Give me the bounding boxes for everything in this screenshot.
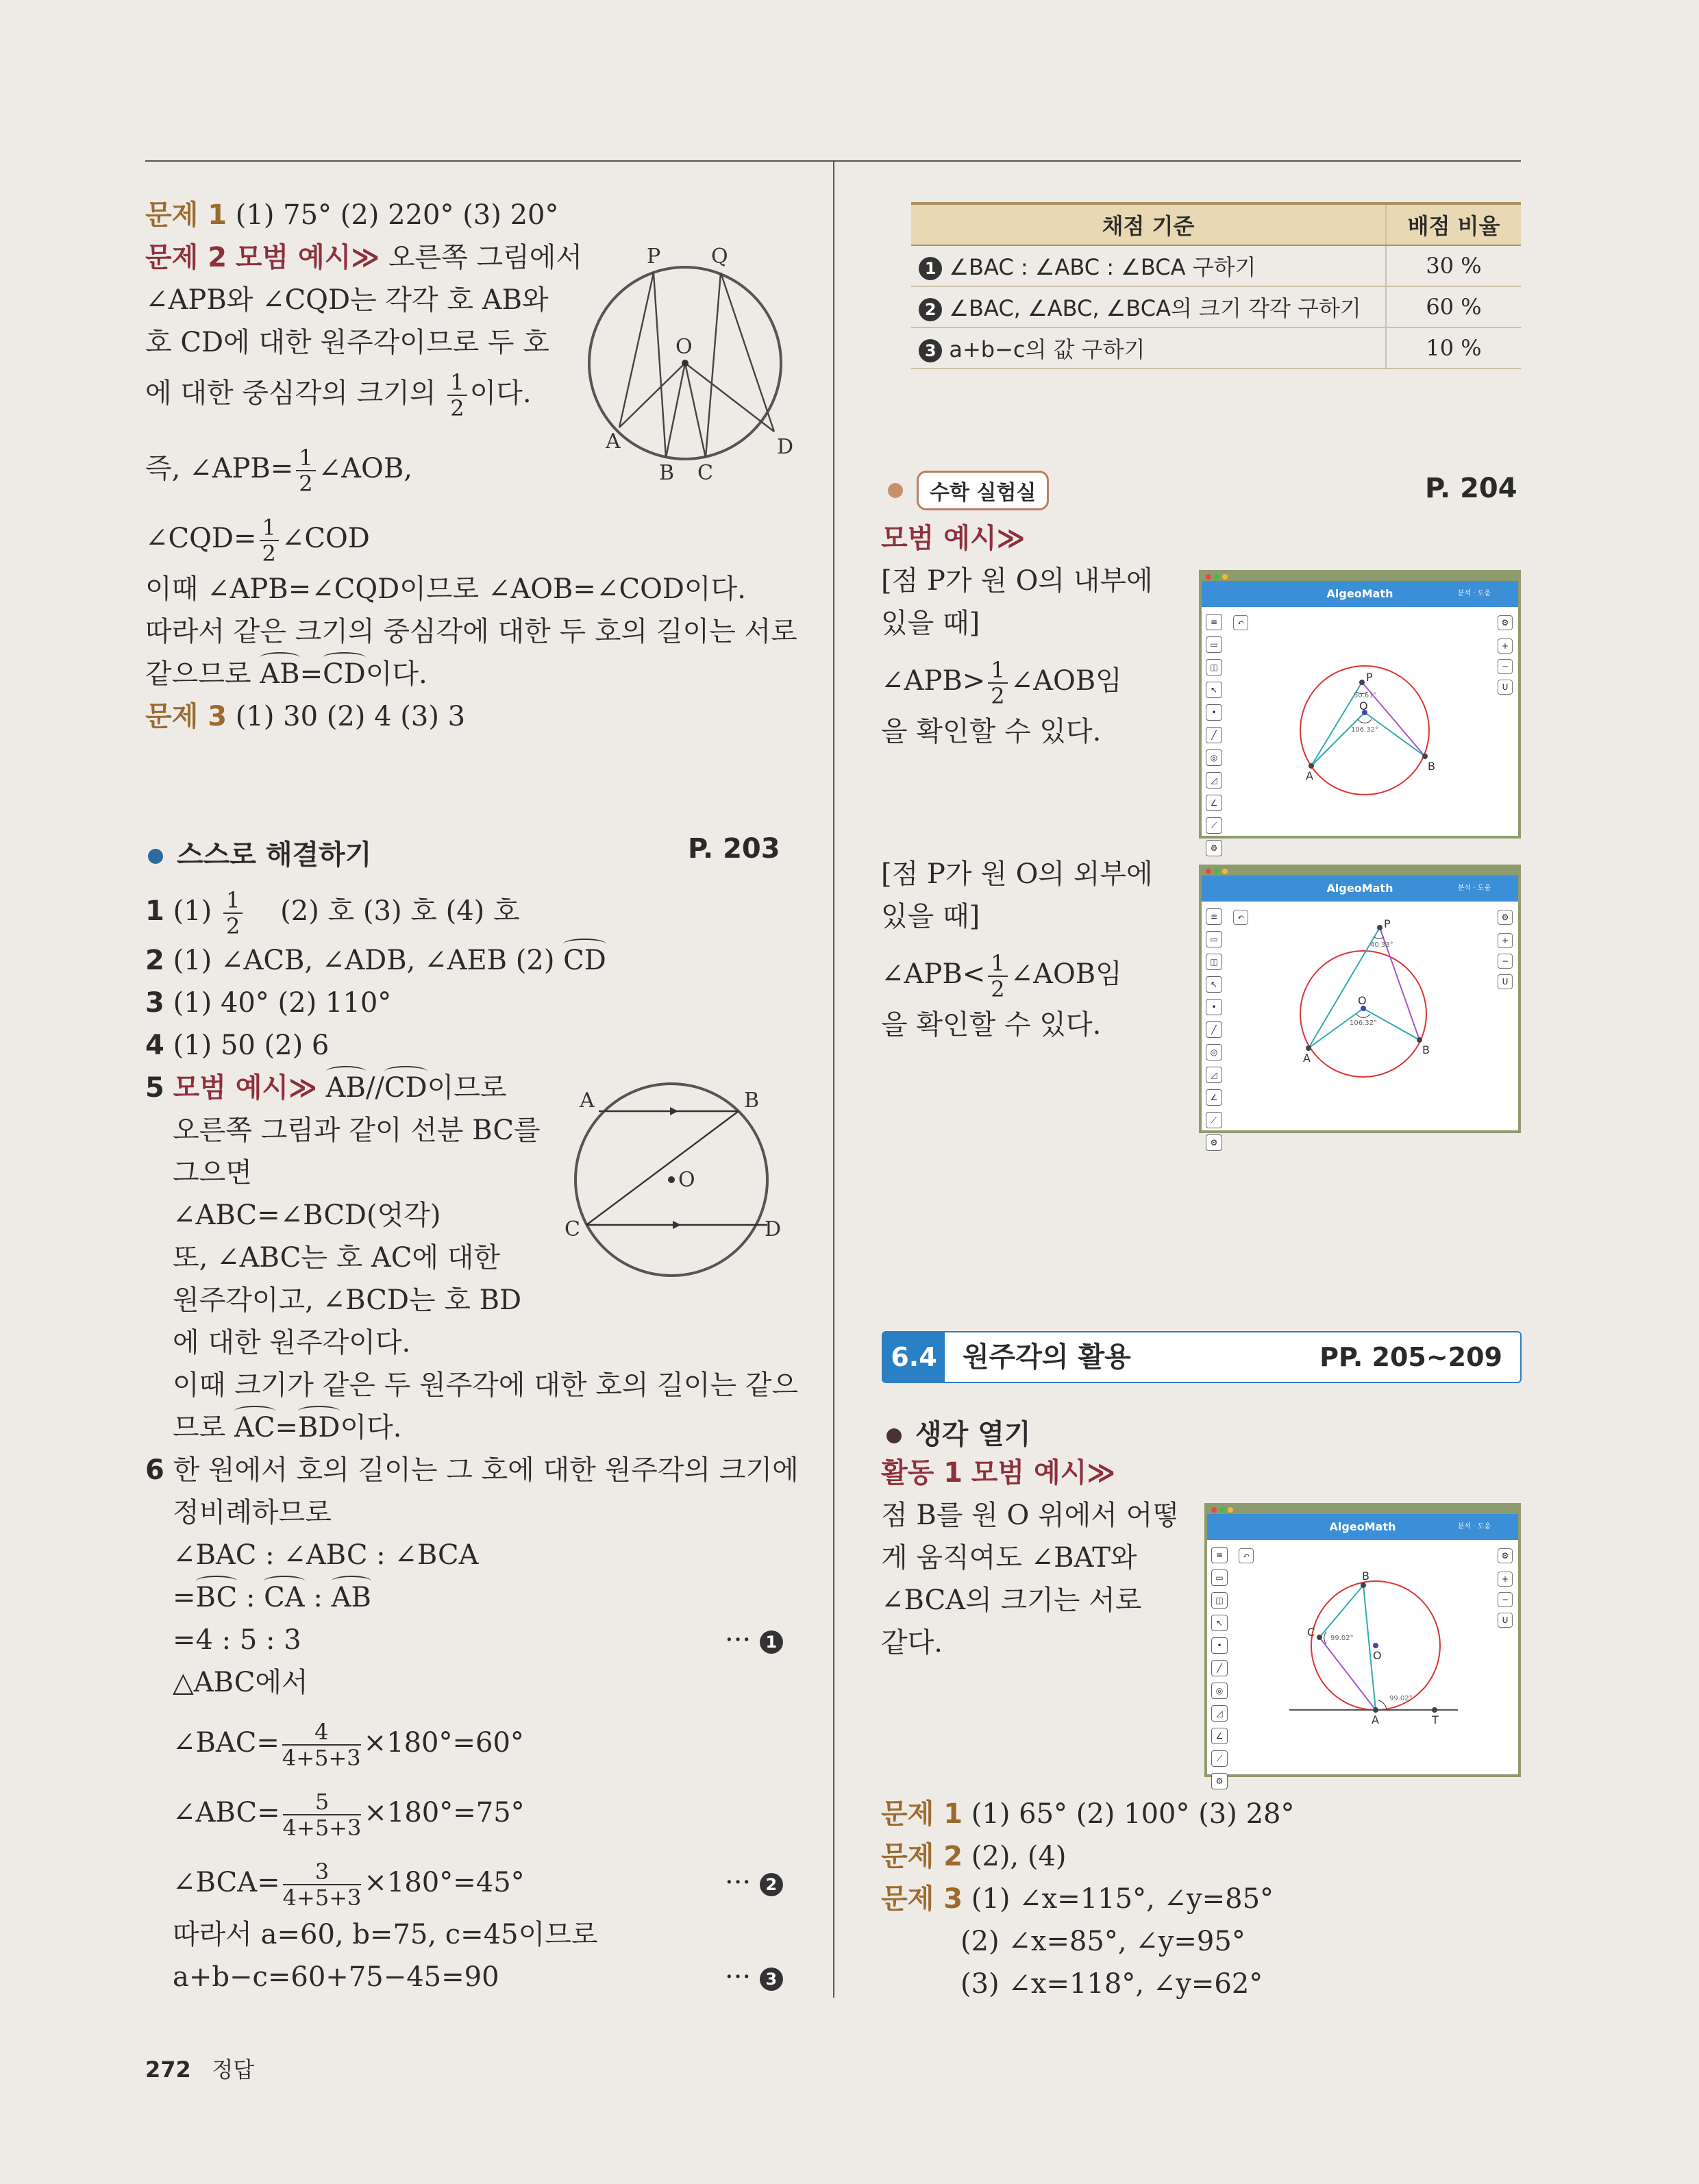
text-line: ∠BAC : ∠ABC : ∠BCA [173, 1539, 479, 1571]
tool-icon[interactable]: ◫ [1206, 954, 1222, 970]
fraction-half [223, 888, 243, 939]
arc-ac: AC [234, 1409, 275, 1447]
text-line: [점 P가 원 O의 내부에 [881, 565, 1153, 597]
text-line: 호 CD에 대한 원주각이므로 두 호 [145, 327, 549, 358]
text: 에 대한 중심각의 크기의 [145, 377, 436, 409]
arc-ab: AB [332, 1578, 371, 1617]
app-menu[interactable]: 분석 · 도움 [1457, 590, 1491, 597]
colon: : [304, 1582, 332, 1613]
text-line: 따라서 a=60, b=75, c=45이므로 [173, 1919, 598, 1950]
problem-3 [145, 697, 465, 736]
app-header [1202, 876, 1518, 902]
circle-icon[interactable]: ◎ [1206, 749, 1222, 766]
zoom-in-icon[interactable]: + [1498, 638, 1513, 654]
text-line: =4 : 5 : 3 [173, 1624, 301, 1656]
numerator: 1 [296, 445, 315, 471]
angle-readout-apb: 50.61° [1354, 692, 1377, 699]
side-controls [1498, 615, 1513, 700]
table-header-row [911, 203, 1521, 245]
section-pages: PP. 205~209 [1319, 1342, 1502, 1372]
undo-icon[interactable]: ↶ [1233, 910, 1248, 925]
label-o: O [1373, 1649, 1382, 1662]
label-c: C [1307, 1626, 1315, 1639]
window-bar [1202, 867, 1518, 876]
settings-icon[interactable]: ⚙ [1206, 1134, 1222, 1151]
arc-bd: BD [298, 1409, 340, 1447]
window-bar [1207, 1506, 1518, 1514]
window-bar [1202, 573, 1518, 581]
gear-icon[interactable]: ⚙ [1498, 910, 1513, 925]
header-criteria: 채점 기준 [911, 203, 1386, 245]
angle-readout-bat: 99.02° [1389, 1695, 1413, 1702]
text-line: 그으면 [173, 1157, 252, 1189]
point-icon[interactable]: • [1206, 704, 1222, 721]
text-line: [점 P가 원 O의 외부에 [881, 858, 1153, 890]
step-marker: 2 [919, 298, 942, 321]
equals: = [275, 1412, 299, 1443]
problem-2-line1 [145, 238, 582, 277]
text: (1) [173, 895, 212, 927]
problem-answers: (2), (4) [971, 1841, 1067, 1872]
pointer-icon[interactable]: ↖ [1206, 976, 1222, 993]
arc-bc: BC [196, 1578, 238, 1617]
text: 므로 [173, 1412, 226, 1443]
answer-3 [145, 984, 391, 1022]
marker-2 [725, 1863, 783, 1902]
text: ∠CQD= [145, 523, 257, 554]
problem-answers: (1) 65° (2) 100° (3) 28° [971, 1798, 1295, 1830]
text-line: (3) ∠x=118°, ∠y=62° [960, 1968, 1263, 2000]
marker-1 [725, 1621, 783, 1659]
denominator: 4+5+3 [282, 1885, 362, 1911]
measure-icon[interactable]: ⟋ [1211, 1750, 1228, 1767]
text: ×180°=75° [364, 1797, 525, 1828]
arc-cd: CD [563, 941, 606, 980]
equation-apb [145, 445, 412, 496]
text-line: 을 확인할 수 있다. [881, 716, 1102, 747]
text: (2) 호 (3) 호 (4) 호 [280, 895, 520, 927]
arc-ca: CA [264, 1578, 305, 1617]
reset-icon[interactable]: U [1498, 1613, 1513, 1628]
measure-icon[interactable]: ⟋ [1206, 1112, 1222, 1128]
think-open-heading [886, 1413, 1031, 1452]
text-line: ∠ABC=∠BCD(엇각) [173, 1200, 441, 1231]
text-line: 이때 ∠APB=∠CQD이므로 ∠AOB=∠COD이다. [145, 573, 746, 605]
angle-readout-bca: 99.02° [1330, 1635, 1354, 1642]
app-menu[interactable]: 분석 · 도움 [1457, 884, 1491, 892]
text-line: 이때 크기가 같은 두 원주각에 대한 호의 길이는 같으 [173, 1369, 799, 1401]
problem-2-label: 문제 2 [145, 242, 227, 273]
zoom-out-icon[interactable]: − [1498, 659, 1513, 674]
label-a: A [606, 430, 621, 454]
section-title: 원주각의 활용 [963, 1341, 1131, 1373]
text-line: 정비례하므로 [173, 1497, 332, 1528]
arc-ratio-line [173, 1578, 371, 1617]
equation-cqd [145, 515, 370, 566]
figure-inscribed-angles [575, 241, 802, 488]
side-controls [1498, 1548, 1513, 1633]
right-problem-2 [881, 1837, 1067, 1876]
problem-1 [145, 196, 558, 234]
problem-label: 문제 3 [881, 1883, 963, 1915]
text-line: △ABC에서 [173, 1667, 308, 1698]
label-o: O [675, 335, 693, 359]
undo-icon[interactable]: ↶ [1239, 1548, 1254, 1563]
text: ×180°=60° [363, 1727, 524, 1759]
settings-icon[interactable]: ⚙ [1206, 840, 1222, 856]
label-o: O [1359, 699, 1368, 712]
section-title: 생각 열기 [915, 1419, 1031, 1450]
text-line: 원주각이고, ∠BCD는 호 BD [173, 1285, 522, 1316]
criteria-text: a+b−c의 값 구하기 [949, 336, 1145, 362]
rate-cell: 10 % [1386, 327, 1521, 369]
text-line: (2) ∠x=85°, ∠y=95° [960, 1926, 1245, 1957]
problem-1-label: 문제 1 [145, 199, 227, 231]
text: ∠COD [281, 523, 370, 554]
text-line: ∠BCA의 크기는 서로 [881, 1585, 1142, 1616]
tool-icon[interactable]: ▭ [1211, 1569, 1228, 1586]
inequality-outside [881, 951, 1122, 1002]
answer-6-line1 [145, 1451, 799, 1489]
angle-abc-calc [173, 1789, 525, 1840]
text: 이다. [340, 1412, 402, 1443]
inequality-inside [881, 658, 1122, 708]
step-marker: 2 [760, 1873, 783, 1896]
label-o: O [1358, 994, 1367, 1007]
label-d: D [765, 1217, 782, 1241]
text: 즉, ∠APB= [145, 453, 294, 484]
problem-3-label: 문제 3 [145, 701, 227, 732]
numerator: 1 [988, 951, 1007, 977]
equals: = [299, 658, 323, 690]
model-example-label: 모범 예시≫ [881, 523, 1026, 554]
line-icon[interactable]: ╱ [1211, 1660, 1228, 1676]
text-line: 에 대한 원주각이다. [173, 1327, 411, 1358]
footer-label: 정답 [212, 2057, 255, 2083]
text: (1) 40° (2) 110° [173, 987, 392, 1019]
gear-icon[interactable]: ⚙ [1498, 615, 1513, 630]
text: 이다. [365, 658, 427, 690]
numerator: 1 [260, 515, 279, 541]
text-line: 따라서 같은 크기의 중심각에 대한 두 호의 길이는 서로 [145, 616, 797, 647]
bullet-dot [148, 849, 163, 864]
label-t: T [1432, 1713, 1439, 1726]
line-icon[interactable]: ╱ [1206, 1021, 1222, 1038]
text: ∠AOB, [318, 453, 412, 484]
criteria-text: ∠BAC, ∠ABC, ∠BCA의 크기 각각 구하기 [949, 295, 1361, 321]
problem-3-answers: (1) 30 (2) 4 (3) 3 [235, 701, 466, 732]
point-icon[interactable]: • [1206, 999, 1222, 1015]
model-example-label: 모범 예시≫ [173, 1072, 317, 1104]
denominator: 4+5+3 [282, 1815, 362, 1841]
lab-model-label [881, 519, 1025, 558]
section-title: 스스로 해결하기 [177, 839, 372, 871]
denominator: 2 [991, 683, 1005, 709]
fraction-half [296, 445, 315, 496]
model-example-label: 모범 예시≫ [971, 1457, 1116, 1489]
label-a: A [1372, 1713, 1379, 1726]
marker-3 [725, 1958, 783, 1996]
label-a: A [1306, 769, 1313, 782]
denominator: 2 [299, 471, 313, 497]
numerator: 5 [283, 1789, 362, 1815]
text: ∠AOB임 [1010, 665, 1122, 697]
menu-icon[interactable]: ≡ [1211, 1547, 1228, 1563]
item-number: 2 [145, 945, 164, 976]
app-title: AlgeoMath [1329, 1520, 1396, 1533]
self-solve-heading [148, 833, 371, 872]
table-row [911, 245, 1521, 286]
menu-icon[interactable]: ≡ [1206, 908, 1222, 925]
column-divider [833, 162, 834, 1998]
fraction-half [260, 515, 279, 566]
step-marker: 3 [760, 1968, 783, 1991]
right-problem-1 [881, 1795, 1294, 1833]
angle-bca-calc [173, 1859, 525, 1910]
side-controls [1498, 910, 1513, 995]
label-p: P [647, 245, 661, 269]
text: (1) 50 (2) 6 [173, 1030, 330, 1061]
parallel-sign: // [365, 1072, 384, 1104]
zoom-in-icon[interactable]: + [1498, 1572, 1513, 1587]
fraction [282, 1720, 361, 1770]
text-line: 같다. [881, 1627, 943, 1659]
criteria-text: ∠BAC : ∠ABC : ∠BCA 구하기 [949, 254, 1256, 280]
criteria-cell [911, 245, 1386, 286]
denominator: 2 [991, 976, 1005, 1002]
label-b: B [1362, 1569, 1369, 1583]
step-marker: 1 [919, 257, 942, 280]
algeomath-screenshot-outside [1199, 865, 1521, 1147]
criteria-cell [911, 286, 1386, 327]
bullet-dot [886, 1428, 902, 1443]
ellipsis: ··· [725, 1961, 752, 1993]
label-b: B [744, 1089, 760, 1113]
tool-palette [1211, 1547, 1228, 1786]
section-6-4-header [882, 1331, 1522, 1383]
label-d: D [777, 435, 794, 459]
page-footer [145, 2052, 254, 2084]
tool-icon[interactable]: ◫ [1211, 1592, 1228, 1609]
reset-icon[interactable]: U [1498, 680, 1513, 695]
label-a: A [580, 1089, 595, 1113]
answer-1 [145, 888, 520, 939]
answer-2 [145, 941, 606, 980]
geometry-canvas [1229, 904, 1489, 1124]
text: ×180°=45° [364, 1867, 525, 1898]
text: ∠APB> [881, 665, 986, 697]
rate-cell: 60 % [1386, 286, 1521, 327]
fraction-half [988, 951, 1007, 1002]
item-number: 1 [145, 895, 164, 927]
line-icon[interactable]: ╱ [1206, 727, 1222, 743]
criteria-cell [911, 327, 1386, 369]
label-b: B [659, 461, 675, 485]
algeomath-screenshot-tangent [1204, 1503, 1521, 1786]
angle-icon[interactable]: ∠ [1206, 795, 1222, 811]
numerator: 4 [282, 1720, 361, 1746]
circle-icon[interactable]: ◎ [1211, 1683, 1228, 1699]
step-marker: 3 [919, 339, 942, 362]
pointer-icon[interactable]: ↖ [1206, 682, 1222, 698]
polygon-icon[interactable]: ◿ [1206, 1067, 1222, 1083]
text-line [145, 370, 532, 421]
fraction [283, 1789, 362, 1840]
tool-icon[interactable]: ▭ [1206, 931, 1222, 947]
answer-5-line1 [145, 1069, 507, 1107]
tool-palette [1206, 614, 1222, 853]
label-b: B [1428, 760, 1435, 773]
arc-cd: CD [323, 655, 366, 693]
pointer-icon[interactable]: ↖ [1211, 1615, 1228, 1631]
self-solve-page: P. 203 [688, 833, 780, 865]
reset-icon[interactable]: U [1498, 974, 1513, 989]
colon: : [237, 1582, 264, 1613]
arc-cd: CD [384, 1069, 427, 1107]
label-q: Q [711, 245, 728, 269]
text: ∠BAC= [173, 1727, 280, 1759]
label-c: C [565, 1217, 580, 1241]
settings-icon[interactable]: ⚙ [1211, 1773, 1228, 1789]
rate-cell: 30 % [1386, 245, 1521, 286]
fraction-half [988, 658, 1007, 708]
zoom-out-icon[interactable]: − [1498, 1592, 1513, 1607]
math-lab-badge: 수학 실험실 [917, 471, 1049, 510]
text-line: 게 움직여도 ∠BAT와 [881, 1542, 1137, 1574]
problem-label: 문제 1 [881, 1798, 963, 1830]
lab-page: P. 204 [1425, 473, 1517, 504]
text: ∠AOB임 [1010, 958, 1122, 990]
algeomath-screenshot-inside [1199, 570, 1521, 853]
item-number: 4 [145, 1030, 164, 1061]
header-rate: 배점 비율 [1386, 203, 1521, 245]
app-title: AlgeoMath [1326, 587, 1393, 600]
step-marker: 1 [760, 1630, 783, 1654]
text: ∠APB< [881, 958, 986, 990]
text: ∠BCA= [173, 1867, 280, 1898]
measure-icon[interactable]: ⟋ [1206, 817, 1222, 834]
angle-bac-calc [173, 1720, 524, 1770]
angle-icon[interactable]: ∠ [1206, 1089, 1222, 1106]
text-line: 점 B를 원 O 위에서 어떻 [881, 1500, 1179, 1531]
denominator: 2 [262, 541, 276, 567]
text: 이다. [469, 377, 532, 409]
fraction [283, 1859, 362, 1910]
problem-1-answers: (1) 75° (2) 220° (3) 20° [235, 199, 559, 231]
text-line: 있을 때] [881, 608, 980, 639]
text-line: 있을 때] [881, 901, 980, 932]
undo-icon[interactable]: ↶ [1233, 615, 1248, 630]
angle-readout-aob: 106.32° [1351, 726, 1378, 734]
label-a: A [1303, 1052, 1311, 1065]
label-c: C [697, 461, 713, 485]
tool-palette [1206, 908, 1222, 1147]
activity-1-label [881, 1454, 1115, 1492]
numerator: 1 [447, 370, 467, 396]
arc-ab: AB [326, 1069, 366, 1107]
circle-icon[interactable]: ◎ [1206, 1044, 1222, 1060]
right-problem-3 [881, 1880, 1274, 1918]
equals: = [173, 1582, 196, 1613]
text-line: ∠APB와 ∠CQD는 각각 호 AB와 [145, 284, 549, 316]
problem-answers: (1) ∠x=115°, ∠y=85° [971, 1883, 1274, 1915]
table-row [911, 286, 1521, 327]
ellipsis: ··· [725, 1867, 752, 1898]
numerator: 3 [283, 1859, 362, 1885]
text-line: 오른쪽 그림과 같이 선분 BC를 [173, 1115, 541, 1146]
text-line [145, 655, 427, 693]
answer-4 [145, 1026, 329, 1065]
text-line [173, 1409, 401, 1447]
label-b: B [1422, 1043, 1430, 1056]
angle-readout-apb: 40.33° [1370, 941, 1393, 949]
item-number: 3 [145, 987, 164, 1019]
geometry-canvas [1229, 610, 1489, 829]
item-number: 5 [145, 1072, 164, 1104]
zoom-out-icon[interactable]: − [1498, 954, 1513, 969]
item-number: 6 [145, 1454, 164, 1486]
denominator: 2 [225, 913, 240, 939]
polygon-icon[interactable]: ◿ [1206, 772, 1222, 789]
text-line: 오른쪽 그림에서 [388, 242, 583, 273]
numerator: 1 [223, 888, 243, 914]
page-number: 272 [145, 2057, 191, 2083]
text-line: 을 확인할 수 있다. [881, 1009, 1102, 1041]
tool-icon[interactable]: ◫ [1206, 659, 1222, 675]
app-header [1207, 1514, 1518, 1540]
point-icon[interactable]: • [1211, 1637, 1228, 1654]
section-number: 6.4 [883, 1332, 945, 1382]
ellipsis: ··· [725, 1624, 752, 1656]
text-line: a+b−c=60+75−45=90 [173, 1961, 499, 1993]
text: 같으므로 [145, 658, 251, 690]
text: (1) ∠ACB, ∠ADB, ∠AEB (2) [173, 945, 555, 976]
text: 이므로 [427, 1072, 507, 1104]
arc-ab: AB [260, 655, 299, 693]
grading-table [911, 202, 1521, 369]
label-o: O [678, 1168, 695, 1192]
text-line: 또, ∠ABC는 호 AC에 대한 [173, 1242, 501, 1274]
table-row [911, 327, 1521, 369]
label-p: P [1366, 671, 1373, 684]
figure-parallel-chords [562, 1077, 795, 1282]
numerator: 1 [988, 658, 1007, 684]
tool-icon[interactable]: ▭ [1206, 636, 1222, 653]
problem-label: 문제 2 [881, 1841, 963, 1872]
denominator: 2 [450, 395, 464, 421]
lab-bullet-dot [888, 483, 903, 498]
text: 한 원에서 호의 길이는 그 호에 대한 원주각의 크기에 [173, 1454, 799, 1486]
gear-icon[interactable]: ⚙ [1498, 1548, 1513, 1563]
activity-label: 활동 1 [881, 1457, 963, 1489]
app-menu[interactable]: 분석 · 도움 [1457, 1523, 1491, 1530]
angle-icon[interactable]: ∠ [1211, 1728, 1228, 1744]
app-title: AlgeoMath [1326, 882, 1393, 895]
zoom-in-icon[interactable]: + [1498, 933, 1513, 948]
app-header [1202, 581, 1518, 607]
text: ∠ABC= [173, 1797, 280, 1828]
menu-icon[interactable]: ≡ [1206, 614, 1222, 630]
geometry-canvas [1235, 1543, 1488, 1769]
model-example-label: 모범 예시≫ [235, 242, 380, 273]
fraction-half [447, 370, 467, 421]
angle-readout-aob: 106.32° [1350, 1019, 1377, 1027]
denominator: 4+5+3 [282, 1745, 361, 1771]
label-p: P [1384, 917, 1391, 930]
polygon-icon[interactable]: ◿ [1211, 1705, 1228, 1722]
